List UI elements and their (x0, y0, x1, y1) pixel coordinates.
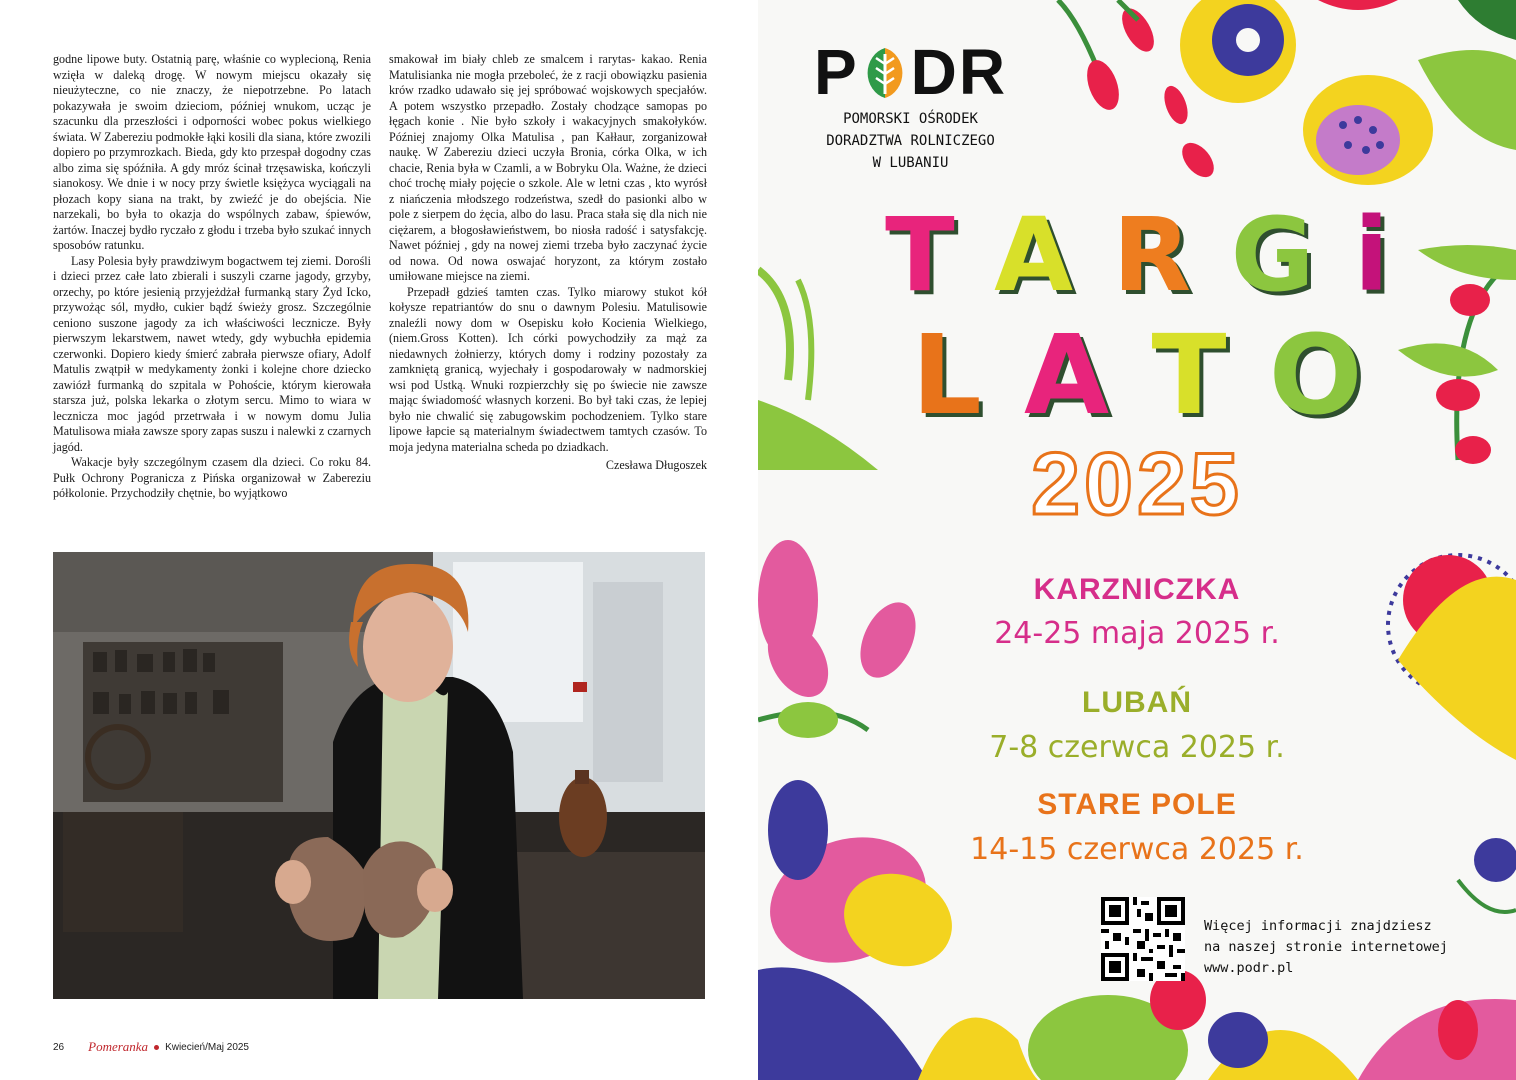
poster-title-line1 (758, 196, 1516, 315)
logo-mark: P DR (813, 36, 1008, 108)
article-paragraph: Lasy Polesia były prawdziwym bogactwem tej ziemi. Dorośli i dzieci przez całe lato zbierali i suszyli czarne jagody, grzyby, orzechy, po które jesienią przyjeżdżał furmanką stary Żyd Icko, przywożąc sól, mydło, cukier bądź świeży grosz. Szczególnie ceniono suszone jagody za ich właściwości lecznicze. Były pierwszym lekarstwem, nawet wtedy, gdy wybuchła epidemia czerwonki. Dopiero kiedy śmierć zabrała pierwsze ofiary, Adolf Matulis zwątpił w medykamenty żonki i kolejne chore dziecko zawiózł furmanką do szpitala w Pohoście, którym kierowała starsza już, polska lekarka o złotym sercu. Mimo to wiara w lecznicza moc jagód przetrwała i w nowym domu Julia Matulisowa miała zawsze spory zapas suszu i nalewki z czarnych jagód. (53, 253, 371, 454)
article-paragraph: smakował im biały chleb ze smalcem i rarytas- kakao. Renia Matulisianka nie mogła przeboleć, że z racji obowiązku pasienia krów rzadko udawało się jej spróbować wojskowych specjałów. A potem wszystko przepadło. Zostały chodzące samopas po łęgach konie . Nie było szkoły i wakacyjnych smakołyków. Później znajomy Olka Matulisa , pan Kałłaur, zorganizował naukę. W Zabereziu dzieci uczyła Bronia, córka Olka, w ich chacie, Renia była w Czamli, a w Bobryku Ola. Ważne, że dzieci choć trochę miały pojęcie o szkole. Ale w letni czas , kto wyrósł z niańczenia młodszego rodzeństwa, szedł do pasionki albo w pole z sierpem do żęcia, albo do lasu. Praca stała się dla nich nie ciężarem, a błogosławieństwem, bo niosła radość i satysfakcję. Nawet później , gdy na nowej ziemi trzeba było zaczynać życie od nowa. Od nowa oswajać horyzont, za którym zostało umiłowane miejsce na ziemi. (389, 52, 707, 283)
title-letter: A (994, 196, 1074, 315)
article-column-1 (53, 52, 371, 502)
article-author: Czesława Długoszek (605, 458, 707, 472)
article-column-2 (389, 52, 707, 474)
magazine-name: Pomeranka (88, 1039, 149, 1054)
poster-title-line2 (758, 311, 1516, 439)
wheat-logo-icon (860, 44, 910, 100)
page-number: 26 (53, 1041, 65, 1053)
event-date-stare-pole: 14-15 czerwca 2025 r. (970, 832, 1304, 867)
title-letter: T (885, 196, 955, 315)
more-info-text: Więcej informacji znajdziesz na naszej stronie internetowej www.podr.pl (1204, 916, 1448, 979)
organization-name: POMORSKI OŚRODEK DORADZTWA ROLNICZEGO W LUBANIU (826, 111, 995, 171)
title-letter: A (1024, 311, 1110, 439)
title-letter: G (1230, 196, 1315, 315)
event-date-karzniczka: 24-25 maja 2025 r. (994, 616, 1280, 651)
event-place-stare-pole: STARE POLE (1037, 788, 1237, 821)
title-letter: i (1353, 196, 1389, 315)
qr-code-icon[interactable] (1101, 897, 1185, 981)
website-link[interactable]: www.podr.pl (1204, 960, 1294, 976)
title-letter: T (1151, 311, 1227, 439)
separator-dot-icon (154, 1045, 159, 1050)
poster-page (758, 0, 1516, 1080)
event-place-luban: LUBAŃ (1082, 686, 1192, 719)
article-paragraph: Przepadł gdzieś tamten czas. Tylko miarowy stukot kół kołysze repatriantów do snu o dawnym Polesiu. Matulisowie znaleźli nowy dom w Osepisku koło Kocienia Wielkiego,(niem.Gross Kotten). Ich córki powychodziły za mąż za niedawnych żołnierzy, których domy i rodziny pozostały za zamkniętą granicą, wyjechały i gospodarowały w nadmorskiej wsi pod Ustką. Wnuki rozpierzchły się po świecie nie zawsze mając świadomość własnych korzeni. Bo był taki czas, że lepiej było nie chwalić się zabugowskim pochodzeniem. Tylko stare lipowe łapcie są materialnym świadectwem tamtych czasów. To moja jedyna materialna scheda po dziadkach. (389, 284, 707, 454)
podr-logo (808, 36, 1013, 174)
event-place-karzniczka: KARZNICZKA (1033, 573, 1241, 606)
issue-date: Kwiecień/Maj 2025 (165, 1041, 249, 1053)
article-photo (53, 552, 705, 999)
title-letter: O (1268, 311, 1363, 439)
title-letter: R (1112, 196, 1192, 315)
title-letter: L (911, 311, 982, 439)
poster-year: 2025 (1031, 434, 1243, 533)
event-date-luban: 7-8 czerwca 2025 r. (989, 730, 1285, 765)
article-paragraph: godne lipowe buty. Ostatnią parę, właśnie co wyplecioną, Renia wzięła w daleką drogę. W nowym miejscu okazały się nieużyteczne, co nie znaczy, że niepotrzebne. Po latach pokazywała je swoim dzieciom, później wnukom, ucząc je szacunku dla przeszłości i odporności wobec pokus wielkiego świata. W Zabereziu podmokłe łąki kosili dla siana, które zwozili dopiero po przymrozkach. Bieda, gdy kto przespał dogodny czas albo zima się spóźniła. A gdy mróz ścinał trzęsawiska, kończyli sianokosy. We dnie i w nocy przy świetle księżyca wyciągali na płozach kopy siana na trakt, by zwieźć je do obejścia. Nie narzekali, bo była to okazja do wspólnych zabaw, śpiewów, żartów. Inaczej bydło ryczało z głodu i trzeba było szukać innych sposobów ratunku. (53, 52, 371, 252)
page-footer (53, 1039, 249, 1055)
article-paragraph: Wakacje były szczególnym czasem dla dzieci. Co roku 84. Pułk Ochrony Pogranicza z Pińska organizował w Zabereziu półkolonie. Przychodziły chętnie, bo wyjątkowo (53, 455, 371, 500)
